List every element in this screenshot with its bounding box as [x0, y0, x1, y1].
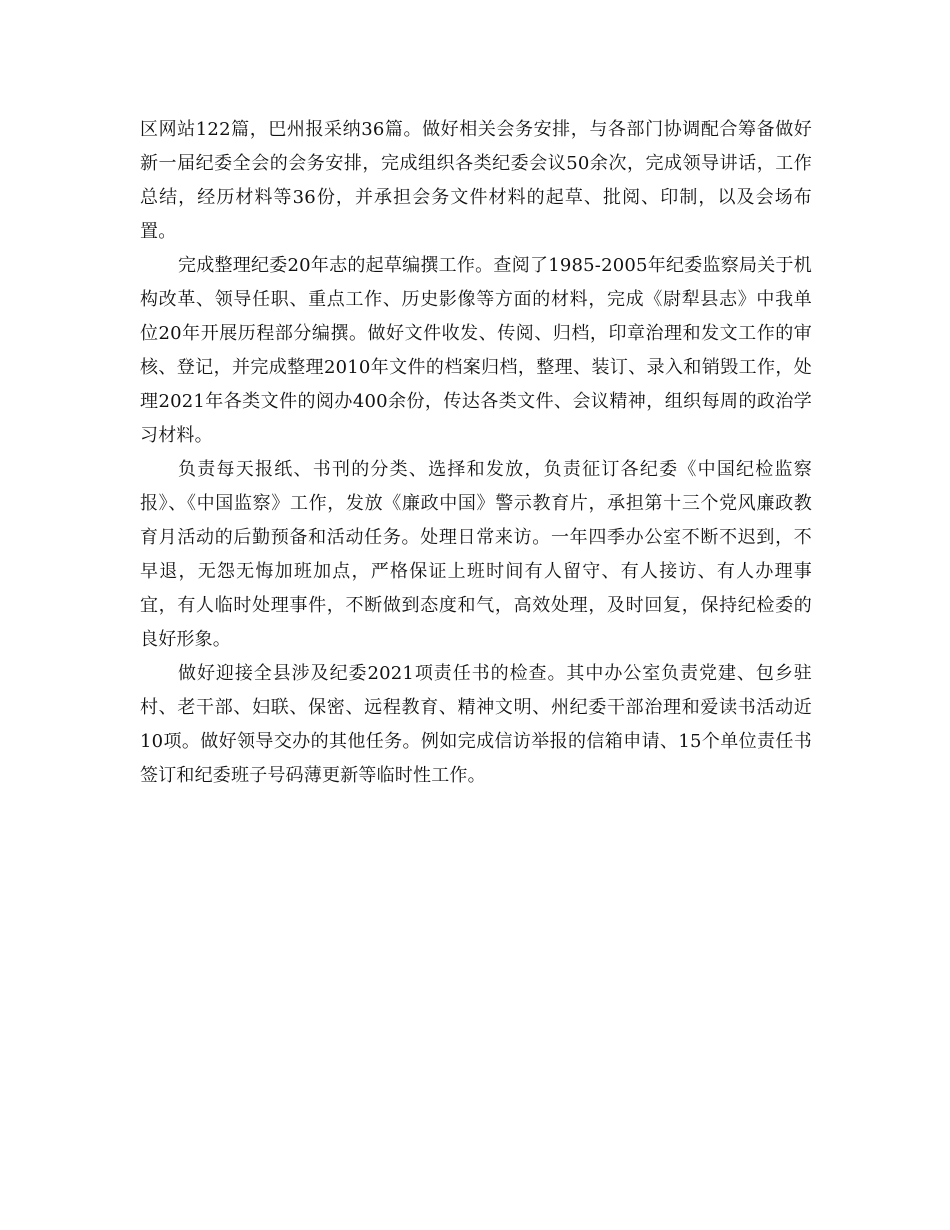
- paragraph-2: 完成整理纪委20年志的起草编撰工作。查阅了1985-2005年纪委监察局关于机构改革、领导任职、重点工作、历史影像等方面的材料，完成《尉犁县志》中我单位20年开展历程部分编撰。做好文件收发、传阅、归档，印章治理和发文工作的审核、登记，并完成整理2010年文件的档案归档，整理、装订、录入和销毁工作，处理2021年各类文件的阅办400余份，传达各类文件、会议精神，组织每周的政治学习材料。: [140, 255, 812, 446]
- paragraph-4: 做好迎接全县涉及纪委2021项责任书的检查。其中办公室负责党建、包乡驻村、老干部、妇联、保密、远程教育、精神文明、州纪委干部治理和爱读书活动近10项。做好领导交办的其他任务。例如完成信访举报的信箱申请、15个单位责任书签订和纪委班子号码薄更新等临时性工作。: [140, 663, 812, 786]
- paragraph-1: 区网站122篇，巴州报采纳36篇。做好相关会务安排，与各部门协调配合筹备做好新一届纪委全会的会务安排，完成组织各类纪委会议50余次，完成领导讲话，工作总结，经历材料等36份，并承担会务文件材料的起草、批阅、印制，以及会场布置。: [140, 119, 812, 242]
- document-body: [140, 113, 812, 793]
- paragraph-3: 负责每天报纸、书刊的分类、选择和发放，负责征订各纪委《中国纪检监察报》、《中国监察》工作，发放《廉政中国》警示教育片，承担第十三个党风廉政教育月活动的后勤预备和活动任务。处理日常来访。一年四季办公室不断不迟到，不早退，无怨无悔加班加点，严格保证上班时间有人留守、有人接访、有人办理事宜，有人临时处理事件，不断做到态度和气，高效处理，及时回复，保持纪检委的良好形象。: [140, 459, 812, 650]
